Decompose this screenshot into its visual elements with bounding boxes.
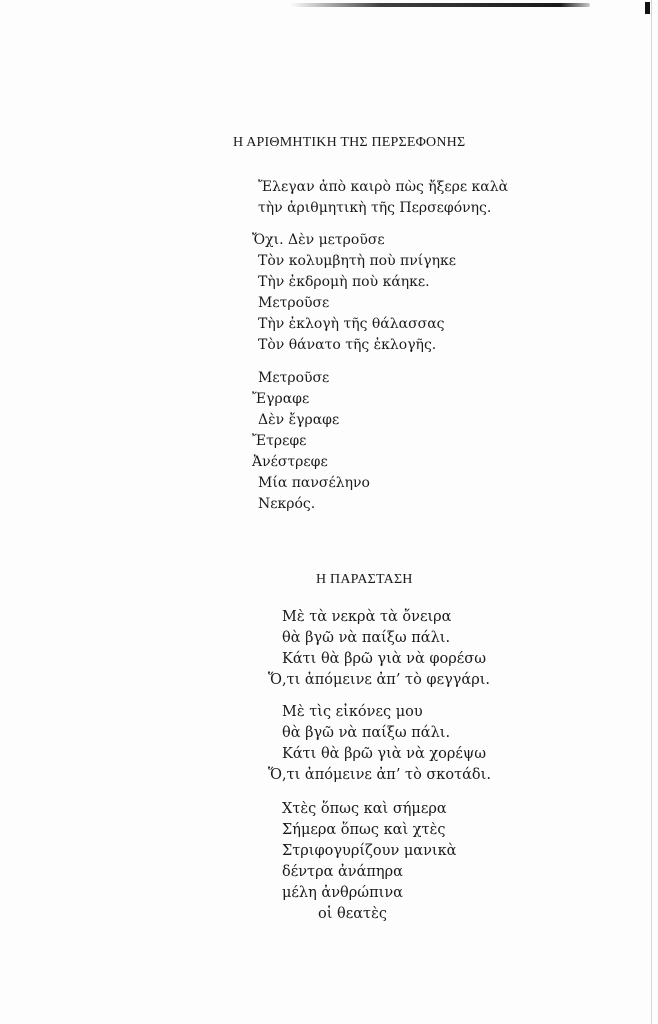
poem-title-parastasi: Η ΠΑΡΑΣΤΑΣΗ [316, 572, 413, 587]
poem-line: θὰ βγῶ νὰ παίξω πάλι. [282, 630, 451, 646]
scan-corner-mark [645, 2, 650, 14]
scan-edge-shadow [290, 3, 590, 7]
scan-right-edge [651, 0, 652, 1024]
poem-line: Μὲ τὶς εἰκόνες μου [282, 704, 423, 720]
poem2-stanza-3 [268, 799, 456, 925]
poem-line: μέλη ἀνθρώπινα [282, 885, 403, 901]
poem-line: Σήμερα ὅπως καὶ χτὲς [282, 822, 446, 838]
poem-line: δέντρα ἀνάπηρα [282, 864, 403, 880]
poem-line: Ὅ,τι ἀπόμεινε ἀπ’ τὸ φεγγάρι. [268, 672, 491, 688]
poem-line: Κάτι θὰ βρῶ γιὰ νὰ φορέσω [282, 651, 487, 667]
poem2-stanza-1 [268, 607, 490, 691]
poem2-stanza-2 [268, 702, 491, 786]
poem1-stanza-2 [252, 230, 456, 356]
poem-line: Ἔτρεφε [252, 433, 307, 449]
poem-line: Τὴν ἐκλογὴ τῆς θάλασσας [258, 316, 445, 332]
poem-title-persephone: Η ΑΡΙΘΜΗΤΙΚΗ ΤΗΣ ΠΕΡΣΕΦΟΝΗΣ [233, 135, 466, 150]
poem-line: Μετροῦσε [258, 295, 330, 311]
poem-line: Νεκρός. [258, 496, 316, 512]
poem-line: Μὲ τὰ νεκρὰ τὰ ὄνειρα [282, 609, 452, 625]
poem1-stanza-1 [252, 177, 508, 219]
poem-line: Ἔγραφε [252, 391, 310, 407]
poem-line: Χτὲς ὅπως καὶ σήμερα [282, 801, 447, 817]
poem-line: Τὸν θάνατο τῆς ἐκλογῆς. [258, 337, 437, 353]
poem-line: οἱ θεατὲς [318, 906, 387, 922]
poem-line: Τὴν ἐκδρομὴ ποὺ κάηκε. [258, 274, 430, 290]
poem-line: Ἀνέστρεφε [252, 454, 328, 470]
poem-line: Τὸν κολυμβητὴ ποὺ πνίγηκε [258, 253, 457, 269]
poem-line: Ἔλεγαν ἀπὸ καιρὸ πὼς ἤξερε καλὰ [258, 179, 509, 195]
poem-line: τὴν ἀριθμητικὴ τῆς Περσεφόνης. [258, 200, 492, 216]
poem-line: Κάτι θὰ βρῶ γιὰ νὰ χορέψω [282, 746, 487, 762]
poem-line: Στριφογυρίζουν μανικὰ [282, 843, 457, 859]
poem-line: Ὅ,τι ἀπόμεινε ἀπ’ τὸ σκοτάδι. [268, 767, 491, 783]
poem-line: θὰ βγῶ νὰ παίξω πάλι. [282, 725, 451, 741]
poem-line: Ὄχι. Δὲν μετροῦσε [252, 232, 385, 248]
poem-line: Δὲν ἔγραφε [258, 412, 340, 428]
poem1-stanza-3 [252, 368, 370, 515]
poem-line: Μετροῦσε [258, 370, 330, 386]
poem-line: Μία πανσέληνο [258, 475, 370, 491]
